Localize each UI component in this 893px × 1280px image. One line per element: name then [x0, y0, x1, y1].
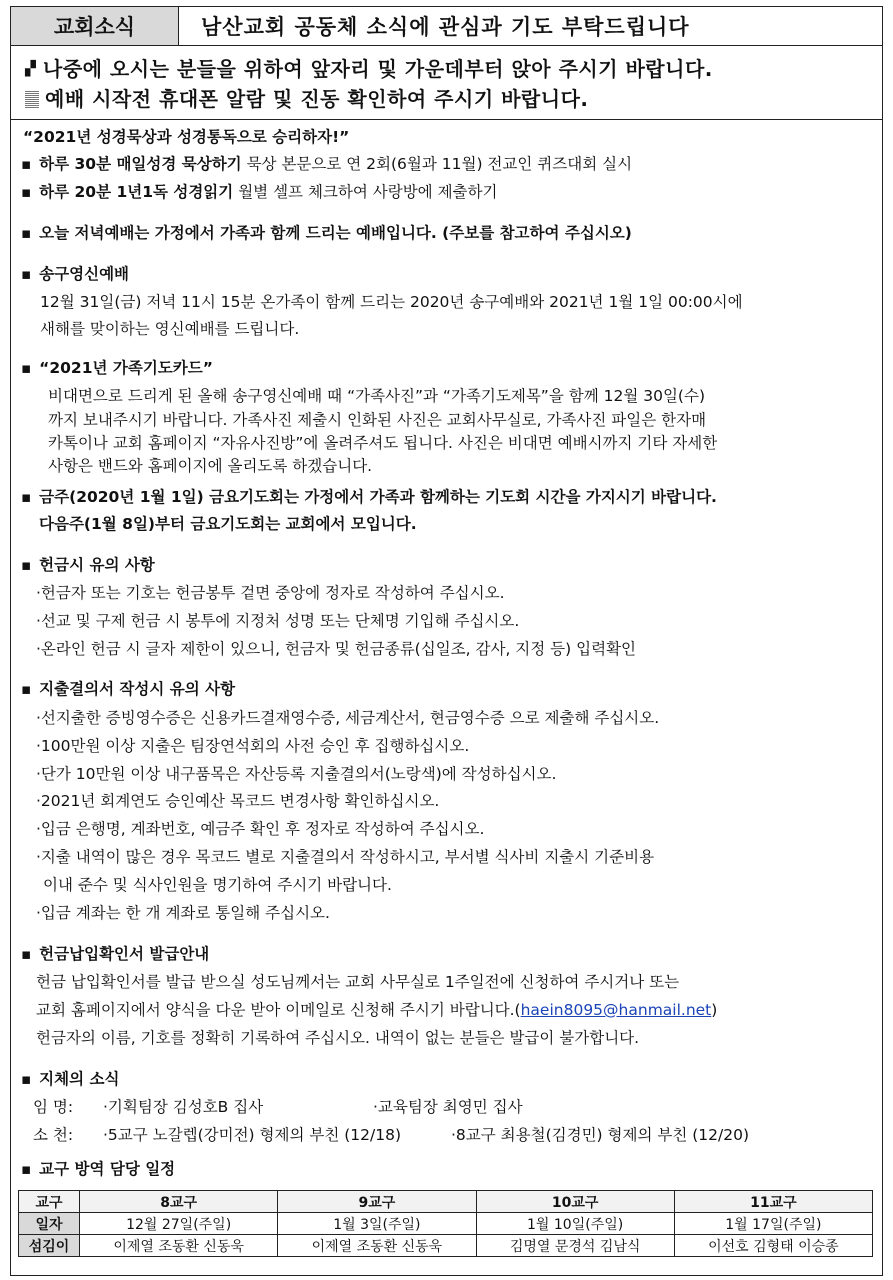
table-header-cell: 10교구 — [476, 1191, 674, 1213]
corner-bullet-icon: ▞ — [25, 61, 37, 77]
offering-item: ·온라인 헌금 시 글자 제한이 있으니, 헌금자 및 헌금종류(십일조, 감사, 지정 등) 입력확인 — [36, 640, 637, 658]
prayer-card-title: ▪ “2021년 가족기도카드” — [21, 358, 213, 378]
receipt-line: 헌금자의 이름, 기호를 정확히 기록하여 주십시오. 내역이 없는 분들은 발급이 불가합니다. — [36, 1029, 640, 1047]
expense-item: ·2021년 회계연도 승인예산 목코드 변경사항 확인하십시오. — [36, 792, 440, 810]
offering-item: ·선교 및 구제 헌금 시 봉투에 지정처 성명 또는 단체명 기입해 주십시오. — [36, 612, 520, 630]
expense-item: 이내 준수 및 식사인원을 명기하여 주시기 바랍니다. — [43, 876, 392, 894]
disinfection-schedule-table — [18, 1190, 873, 1257]
page-title: 남산교회 공동체 소식에 관심과 기도 부탁드립니다 — [201, 15, 690, 39]
table-header-cell: 9교구 — [278, 1191, 476, 1213]
bulletin-header — [10, 6, 883, 46]
table-header-cell: 8교구 — [80, 1191, 278, 1213]
evening-worship-notice: ▪ 오늘 저녁예배는 가정에서 가족과 함께 드리는 예배입니다. (주보를 참고하여 주십시오) — [21, 223, 632, 243]
table-row — [19, 1213, 873, 1235]
notice-box — [10, 45, 883, 120]
notice-phone: 예배 시작전 휴대폰 알람 및 진동 확인하여 주시기 바랍니다. — [25, 83, 588, 112]
prayer-card-line: 비대면으로 드리게 된 올해 송구영신예배 때 “가족사진”과 “가족기도제목”을 함께 12월 30일(수) — [48, 387, 705, 405]
table-cell: 이제열 조동환 신동욱 — [80, 1235, 278, 1257]
receipt-line: 교회 홈페이지에서 양식을 다운 받아 이메일로 신청해 주시기 바랍니다.(haein8095@hanmail.net) — [36, 1001, 718, 1019]
table-header-cell: 11교구 — [674, 1191, 872, 1213]
table-cell: 이제열 조동환 신동욱 — [278, 1235, 476, 1257]
email-link[interactable]: haein8095@hanmail.net — [520, 1001, 712, 1019]
expense-item: ·100만원 이상 지출은 팀장연석회의 사전 승인 후 집행하십시오. — [36, 737, 470, 755]
table-cell: 1월 17일(주일) — [674, 1213, 872, 1235]
table-cell: 섬김이 — [19, 1235, 80, 1257]
prayer-card-line: 까지 보내주시기 바랍니다. 가족사진 제출시 인화된 사진은 교회사무실로, 가족사진 파일은 한자매 — [48, 411, 707, 429]
notice-seating: ▞ 나중에 오시는 분들을 위하여 앞자리 및 가운데부터 앉아 주시기 바랍니다. — [25, 57, 713, 81]
table-cell: 이선호 김형태 이승종 — [674, 1235, 872, 1257]
passing-item: ·8교구 최용철(김경민) 형제의 부친 (12/20) — [451, 1126, 750, 1144]
hatched-square-icon — [25, 91, 39, 108]
receipt-line: 헌금 납입확인서를 발급 받으실 성도님께서는 교회 사무실로 1주일전에 신청하여 주시거나 또는 — [36, 973, 680, 991]
table-row — [19, 1235, 873, 1257]
motto: “2021년 성경묵상과 성경통독으로 승리하자!” — [23, 128, 350, 146]
expense-item: ·지출 내역이 많은 경우 목코드 별로 지출결의서 작성하시고, 부서별 식사비 지출시 기준비용 — [36, 848, 655, 866]
passing-item: ·5교구 노갈렙(강미전) 형제의 부친 (12/18) — [103, 1126, 402, 1144]
newyear-title: ▪ 송구영신예배 — [21, 264, 129, 284]
table-cell: 12월 27일(주일) — [80, 1213, 278, 1235]
table-cell: 김명열 문경석 김남식 — [476, 1235, 674, 1257]
table-header-row — [19, 1191, 873, 1213]
offering-item: ·헌금자 또는 기호는 헌금봉투 겉면 중앙에 정자로 작성하여 주십시오. — [36, 584, 505, 602]
table-cell: 1월 3일(주일) — [278, 1213, 476, 1235]
appointment-item: ·기획팀장 김성호B 집사 — [103, 1098, 264, 1116]
schedule-title: ▪ 교구 방역 담당 일정 — [21, 1159, 175, 1179]
expense-item: ·선지출한 증빙영수증은 신용카드결재영수증, 세금계산서, 현금영수증 으로 제출해 주십시오. — [36, 709, 660, 727]
offering-title: ▪ 헌금시 유의 사항 — [21, 555, 155, 575]
expense-item: ·단가 10만원 이상 내구품목은 자산등록 지출결의서(노랑색)에 작성하십시오. — [36, 765, 557, 783]
members-news-title: ▪ 지체의 소식 — [21, 1069, 119, 1089]
table-header-cell: 교구 — [19, 1191, 80, 1213]
expense-item: ·입금 은행명, 계좌번호, 예금주 확인 후 정자로 작성하여 주십시오. — [36, 820, 485, 838]
newyear-line: 12월 31일(금) 저녁 11시 15분 온가족이 함께 드리는 2020년 송구예배와 2021년 1월 1일 00:00시에 — [40, 293, 743, 311]
prayer-card-line: 사항은 밴드와 홈페이지에 올리도록 하겠습니다. — [48, 457, 373, 475]
bible-item-reading: ▪ 하루 20분 1년1독 성경읽기 월별 셀프 체크하여 사랑방에 제출하기 — [21, 182, 497, 202]
prayer-card-line: 카톡이나 교회 홈페이지 “자유사진방”에 올려주셔도 됩니다. 사진은 비대면 예배시까지 기타 자세한 — [48, 434, 718, 452]
table-cell: 1월 10일(주일) — [476, 1213, 674, 1235]
expense-title: ▪ 지출결의서 작성시 유의 사항 — [21, 679, 235, 699]
news-body — [10, 119, 883, 1276]
section-tag: 교회소식 — [11, 7, 179, 45]
newyear-line: 새해를 맞이하는 영신예배를 드립니다. — [40, 320, 300, 338]
bible-item-meditation: ▪ 하루 30분 매일성경 묵상하기 묵상 본문으로 연 2회(6월과 11월) 전교인 퀴즈대회 실시 — [21, 154, 632, 174]
friday-prayer-notice-2: 다음주(1월 8일)부터 금요기도회는 교회에서 모입니다. — [39, 515, 417, 533]
receipt-title: ▪ 헌금납입확인서 발급안내 — [21, 944, 209, 964]
friday-prayer-notice: ▪ 금주(2020년 1월 1일) 금요기도회는 가정에서 가족과 함께하는 기도회 시간을 가지시기 바랍니다. — [21, 487, 717, 507]
table-cell: 일자 — [19, 1213, 80, 1235]
passing-label: 소 천: — [33, 1126, 74, 1144]
appointment-item: ·교육팀장 최영민 집사 — [373, 1098, 523, 1116]
appointment-label: 임 명: — [33, 1098, 74, 1116]
expense-item: ·입금 계좌는 한 개 계좌로 통일해 주십시오. — [36, 904, 330, 922]
